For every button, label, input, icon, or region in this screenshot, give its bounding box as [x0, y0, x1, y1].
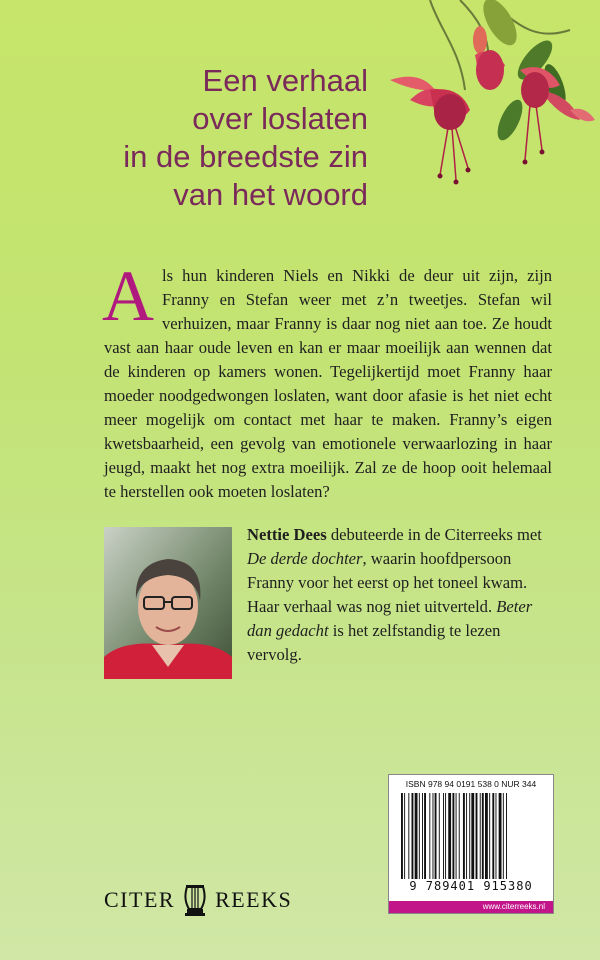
- barcode-bar: [415, 793, 418, 879]
- tagline-line: van het woord: [173, 177, 368, 212]
- barcode-bar: [459, 793, 460, 879]
- tagline-line: over loslaten: [192, 101, 368, 136]
- barcode-bar: [401, 793, 403, 879]
- barcode-bar: [489, 793, 490, 879]
- barcode-bar: [496, 793, 497, 879]
- barcode-bar: [499, 793, 502, 879]
- tagline: [123, 62, 368, 214]
- barcode-bar: [476, 793, 478, 879]
- barcode-bar: [419, 793, 420, 879]
- barcode-bar: [433, 793, 434, 879]
- barcode-bar: [452, 793, 454, 879]
- author-bio: [247, 523, 553, 667]
- barcode-bar: [471, 793, 474, 879]
- barcode-bar: [443, 793, 444, 879]
- barcode-bar: [480, 793, 481, 879]
- blurb-text: ls hun kinderen Niels en Nikki de deur uit zijn, zijn Franny en Stefan weer met z’n tweetjes. Stefan wil verhuizen, maar Franny is daar nog niet aan toe. Ze houdt vast aan haar oude leven en kan er maar moeilijk aan wennen dat de kinderen op kamers wonen. Tegelijkertijd moet Franny haar moeder noodgedwongen loslaten, want door afasie is het niet echt meer mogelijk om contact met haar te maken. Franny’s eigen kwetsbaarheid, een gevolg van emotionele verwaarlozing in haar jeugd, maakt het nog extra moeilijk. Zal ze de hoop ooit helemaal te herstellen ook moeten loslaten?: [104, 266, 552, 501]
- isbn-line: ISBN 978 94 0191 538 0 NUR 344: [405, 779, 537, 789]
- dropcap: A: [102, 256, 154, 336]
- barcode-bar: [485, 793, 488, 879]
- barcode-bar: [445, 793, 446, 879]
- bio-text: , waarin hoofdpersoon Franny voor het eerst op het toneel kwam. Haar verhaal was nog niet uitverteld.: [247, 549, 528, 616]
- publisher-name-right: REEKS: [215, 887, 293, 912]
- publisher-logo: [104, 880, 292, 920]
- barcode: [388, 774, 554, 914]
- publisher-name-left: CITER: [104, 887, 176, 912]
- book-title: Beter dan gedacht: [247, 597, 533, 640]
- barcode-bar: [482, 793, 484, 879]
- bio-text: is het zelfstandig te lezen vervolg.: [247, 621, 501, 664]
- publisher-url: www.citerreeks.nl: [389, 901, 553, 913]
- barcode-bar: [435, 793, 437, 879]
- barcode-bar: [506, 793, 507, 879]
- ean-digits: 9 789401 915380: [409, 879, 533, 893]
- barcode-bar: [492, 793, 494, 879]
- barcode-bar: [424, 793, 426, 879]
- bio-text: debuteerde in de Citerreeks met: [326, 525, 542, 544]
- author-photo: [104, 527, 232, 679]
- barcode-bar: [469, 793, 470, 879]
- barcode-bar: [456, 793, 457, 879]
- fuchsia-flower-illustration: [370, 0, 600, 220]
- blurb: [102, 256, 552, 504]
- barcode-bar: [412, 793, 414, 879]
- tagline-line: in de breedste zin: [123, 139, 368, 174]
- barcode-bar: [503, 793, 504, 879]
- tagline-line: Een verhaal: [202, 63, 368, 98]
- barcode-bars: [397, 793, 545, 879]
- barcode-bar: [439, 793, 440, 879]
- barcode-bar: [448, 793, 451, 879]
- barcode-bar: [422, 793, 423, 879]
- lyre-icon: [181, 883, 209, 917]
- barcode-bar: [466, 793, 467, 879]
- barcode-bar: [408, 793, 409, 879]
- barcode-bar: [429, 793, 430, 879]
- author-name: Nettie Dees: [247, 525, 327, 544]
- book-title: De derde dochter: [247, 549, 363, 568]
- barcode-bar: [463, 793, 465, 879]
- barcode-bar: [404, 793, 405, 879]
